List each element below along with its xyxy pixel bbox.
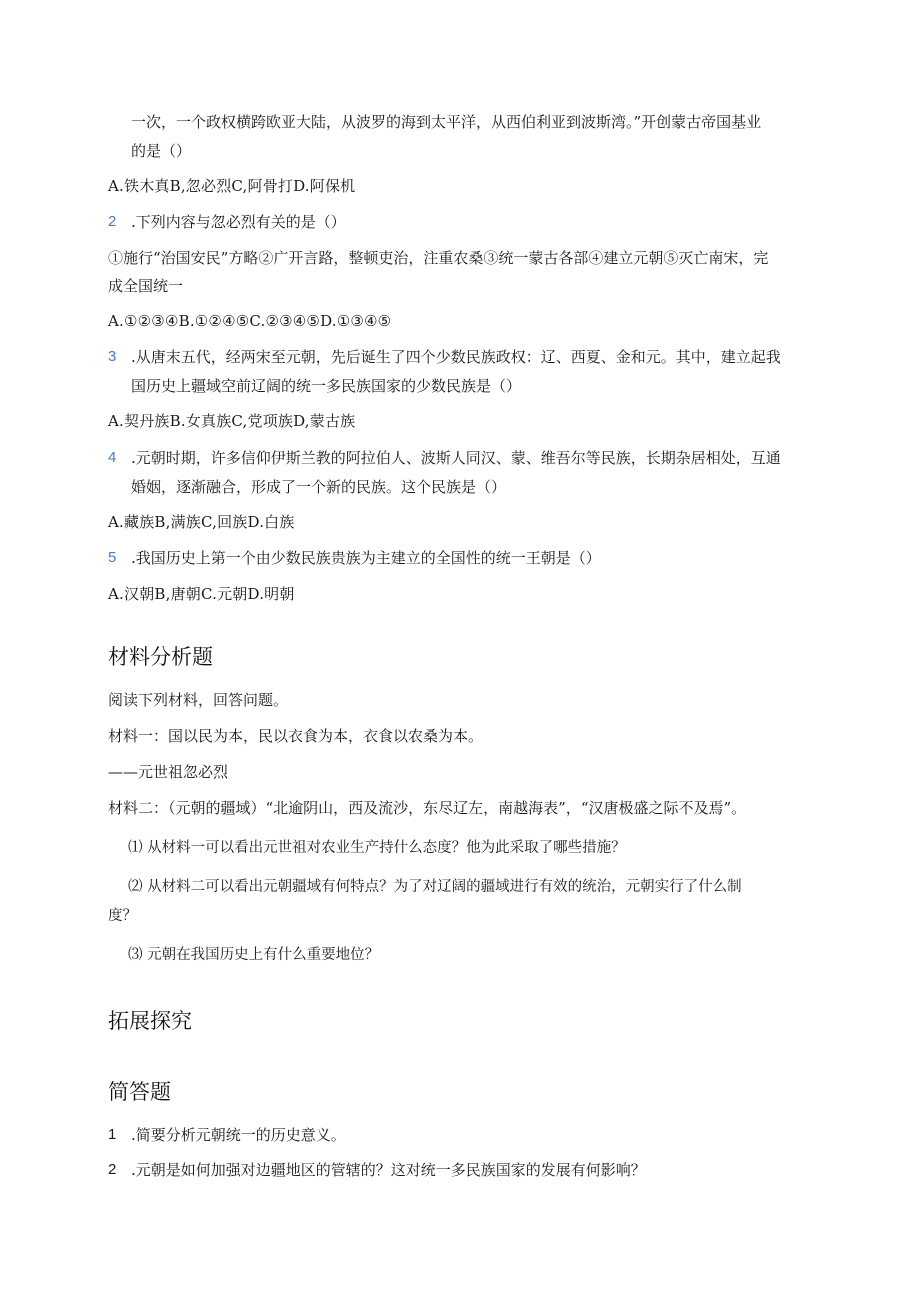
q4-number: 4 — [108, 449, 117, 466]
sub-question-2-line1: ⑵ 从材料二可以看出元朝疆域有何特点？为了对辽阔的疆域进行有效的统治，元朝实行了什么制 — [128, 879, 742, 895]
q4-options: A.藏族B,满族C,回族D.白族 — [108, 513, 295, 531]
short-answer-q2-number: 2 — [108, 1161, 117, 1178]
q4-text-line1: .元朝时期，许多信仰伊斯兰教的阿拉伯人、波斯人同汉、蒙、维吾尔等民族，长期杂居相处，互通 — [131, 449, 781, 467]
q2-number: 2 — [108, 213, 117, 230]
material-intro: 阅读下列材料，回答问题。 — [108, 691, 289, 709]
q1-text-line1: 一次，一个政权横跨欧亚大陆，从波罗的海到太平洋，从西伯利亚到波斯湾。”开创蒙古帝国基业 — [131, 113, 762, 131]
short-answer-q1-text: .简要分析元朝统一的历史意义。 — [131, 1126, 346, 1144]
q2-options: A.①②③④B.①②④⑤C.②③④⑤D.①③④⑤ — [108, 312, 392, 330]
q1-options: A.铁木真B,忽必烈C,阿骨打D.阿保机 — [108, 177, 356, 195]
q5-text: .我国历史上第一个由少数民族贵族为主建立的全国性的统一王朝是（） — [131, 549, 601, 567]
q5-options: A.汉朝B,唐朝C.元朝D.明朝 — [108, 585, 295, 603]
sub-question-1: ⑴ 从材料一可以看出元世祖对农业生产持什么态度？他为此采取了哪些措施？ — [128, 840, 626, 856]
q3-options: A.契丹族B.女真族C,党项族D,蒙古族 — [108, 412, 356, 430]
sub-question-3: ⑶ 元朝在我国历史上有什么重要地位？ — [128, 947, 380, 963]
material-one-source: ——元世祖忽必烈 — [108, 763, 229, 781]
material-two: 材料二：（元朝的疆域）“北逾阴山，西及流沙，东尽辽左，南越海表”，“汉唐极盛之际不及焉”。 — [108, 799, 747, 817]
short-answer-q1-number: 1 — [108, 1126, 117, 1143]
q2-text: .下列内容与忽必烈有关的是（） — [131, 213, 346, 231]
q2-items-line2: 成全国统一 — [108, 277, 184, 295]
q3-text-line2: 国历史上疆域空前辽阔的统一多民族国家的少数民族是（） — [131, 377, 522, 395]
extension-heading: 拓展探究 — [108, 1010, 192, 1033]
q1-text-line2: 的是（） — [131, 142, 192, 160]
material-one: 材料一：国以民为本，民以衣食为本，衣食以农桑为本。 — [108, 727, 484, 745]
q5-number: 5 — [108, 549, 117, 566]
short-answer-heading: 简答题 — [108, 1081, 171, 1104]
q3-number: 3 — [108, 348, 117, 365]
short-answer-q2-text: .元朝是如何加强对边疆地区的管辖的？这对统一多民族国家的发展有何影响？ — [131, 1161, 646, 1179]
material-section-heading: 材料分析题 — [108, 646, 213, 669]
q2-items-line1: ①施行“治国安民”方略②广开言路，整顿吏治，注重农桑③统一蒙古各部④建立元朝⑤灭亡南宋，完 — [108, 249, 769, 267]
q3-text-line1: .从唐末五代，经两宋至元朝，先后诞生了四个少数民族政权：辽、西夏、金和元。其中，建立起我 — [131, 348, 781, 366]
sub-question-2-line2: 度？ — [108, 908, 137, 924]
q4-text-line2: 婚姻，逐渐融合，形成了一个新的民族。这个民族是（） — [131, 478, 507, 496]
